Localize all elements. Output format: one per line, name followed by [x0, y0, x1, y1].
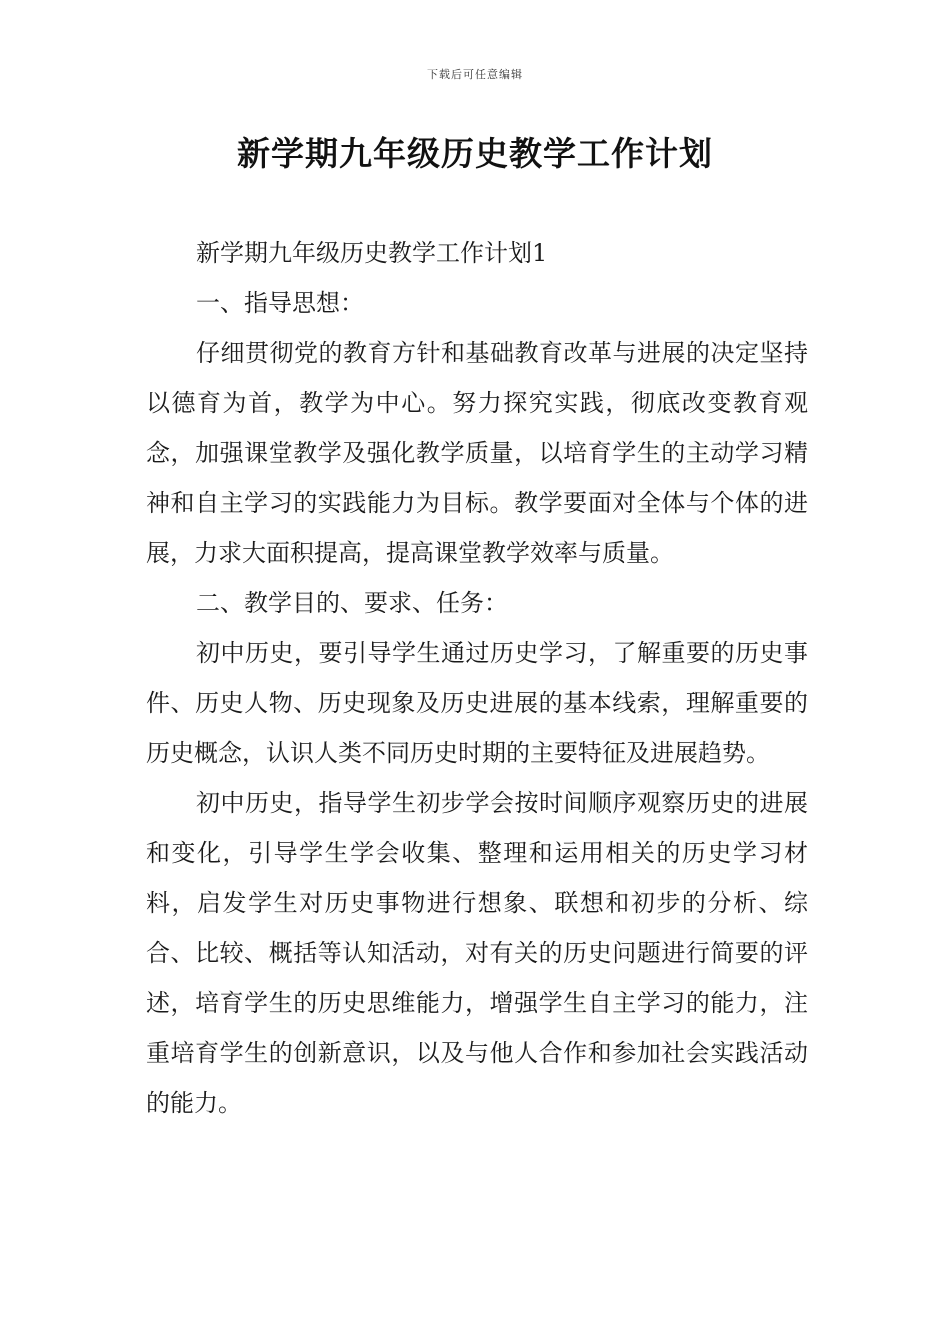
paragraph-teaching-goals-1: 初中历史，要引导学生通过历史学习，了解重要的历史事件、历史人物、历史现象及历史进展的基本线索，理解重要的历史概念，认识人类不同历史时期的主要特征及进展趋势。	[146, 639, 808, 767]
page-header-note: 下载后可任意编辑	[427, 68, 523, 81]
section-subtitle: 新学期九年级历史教学工作计划1	[196, 239, 548, 267]
paragraph-guiding-ideology: 仔细贯彻党的教育方针和基础教育改革与进展的决定坚持以德育为首，教学为中心。努力探究实践，彻底改变教育观念，加强课堂教学及强化教学质量，以培育学生的主动学习精神和自主学习的实践能力为目标。教学要面对全体与个体的进展，力求大面积提高，提高课堂教学效率与质量。	[146, 339, 808, 567]
heading-guiding-ideology: 一、指导思想：	[196, 289, 364, 317]
heading-teaching-goals: 二、教学目的、要求、任务：	[196, 589, 508, 617]
document-body	[146, 228, 808, 1128]
paragraph-teaching-goals-2: 初中历史，指导学生初步学会按时间顺序观察历史的进展和变化，引导学生学会收集、整理和运用相关的历史学习材料，启发学生对历史事物进行想象、联想和初步的分析、综合、比较、概括等认知活动，对有关的历史问题进行简要的评述，培育学生的历史思维能力，增强学生自主学习的能力，注重培育学生的创新意识，以及与他人合作和参加社会实践活动的能力。	[146, 789, 808, 1117]
document-title: 新学期九年级历史教学工作计划	[237, 134, 713, 173]
